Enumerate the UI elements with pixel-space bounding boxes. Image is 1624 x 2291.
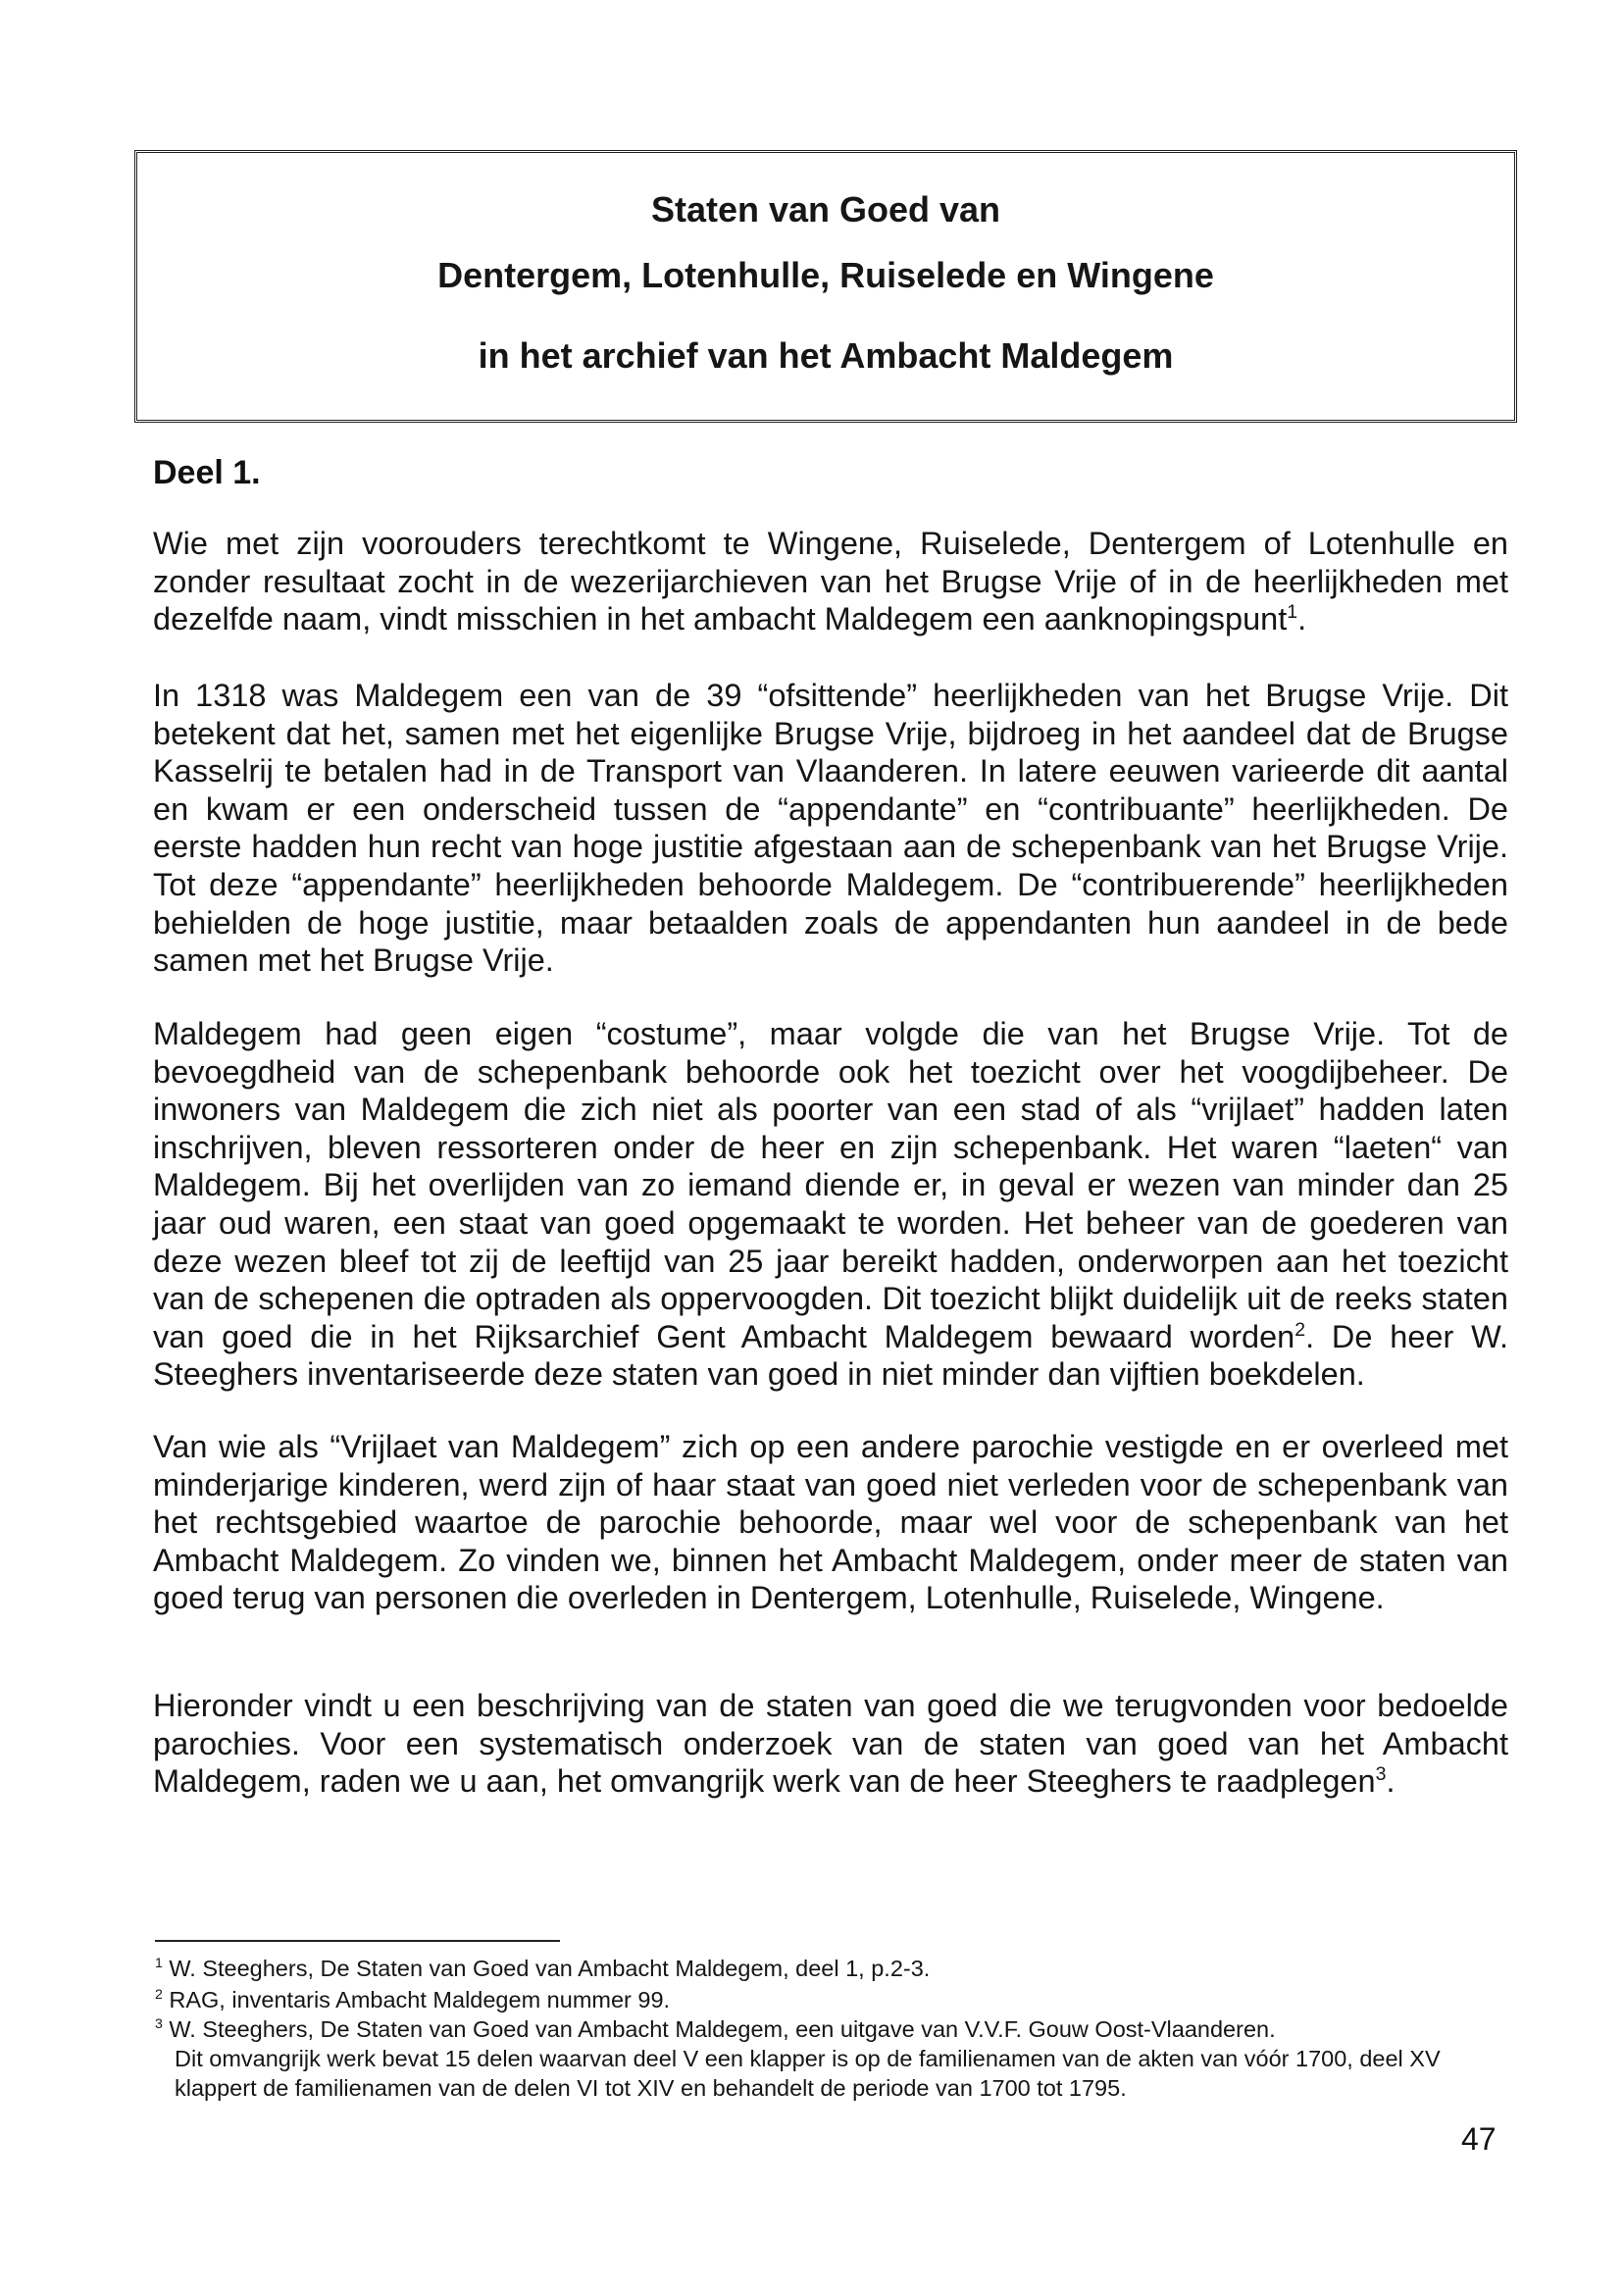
paragraph-1 (153, 525, 1508, 638)
page-number: 47 (1461, 2121, 1497, 2157)
title-line-3: in het archief van het Ambacht Maldegem (478, 335, 1174, 376)
paragraph-1-text: Wie met zijn voorouders terechtkomt te Wingene, Ruiselede, Dentergem of Lotenhulle en zonder resultaat zocht in de wezerijarchieven van het Brugse Vrije of in de heerlijkheden met dezelfde naam, vindt misschien in het ambacht Maldegem een aanknopingspunt (153, 526, 1508, 637)
paragraph-1-tail: . (1297, 601, 1307, 637)
paragraph-2: In 1318 was Maldegem een van de 39 “ofsittende” heerlijkheden van het Brugse Vrije. Dit betekent dat het, samen met het eigenlijke Brugse Vrije, bijdroeg in het aandeel dat de Brugse Kasselrij te betalen had in de Transport van Vlaanderen. In latere eeuwen varieerde dit aantal en kwam er een onderscheid tussen de “appendante” en “contribuante” heerlijkheden. De eerste hadden hun recht van hoge justitie afgestaan aan de schepenbank van het Brugse Vrije. Tot deze “appendante” heerlijkheden behoorde Maldegem. De “contribuerende” heerlijkheden behielden de hoge justitie, maar betaalden zoals de appendanten hun aandeel in de bede samen met het Brugse Vrije. (153, 678, 1508, 979)
footnote-2 (155, 1985, 1508, 2014)
paragraph-3-text: Maldegem had geen eigen “costume”, maar volgde die van het Brugse Vrije. Tot de bevoegdheid van de schepenbank behoorde ook het toezicht over het voogdijbeheer. De inwoners van Maldegem die zich niet als poorter van een stad of als “vrijlaet” hadden laten inschrijven, bleven ressorteren onder de heer en zijn schepenbank. Het waren “laeten“ van Maldegem. Bij het overlijden van zo iemand diende er, in geval er wezen van minder dan 25 jaar oud waren, een staat van goed opgemaakt te worden. Het beheer van de goederen van deze wezen bleef tot zij de leeftijd van 25 jaar bereikt hadden, onderworpen aan het toezicht van de schepenen die optraden als oppervoogden. Dit toezicht blijkt duidelijk uit de reeks staten van goed die in het Rijksarchief Gent Ambacht Maldegem bewaard worden (153, 1016, 1508, 1354)
footnote-ref-3: 3 (1375, 1763, 1387, 1786)
footnote-3-continuation: Dit omvangrijk werk bevat 15 delen waarvan deel V een klapper is op de familienamen van de akten van vóór 1700, deel XV klappert de familienamen van de delen VI tot XIV en behandelt de periode van 1700 tot 1795. (175, 2046, 1441, 2101)
footnote-1-number: 1 (155, 1955, 163, 1971)
paragraph-3 (153, 1015, 1508, 1394)
paragraph-5 (153, 1687, 1508, 1801)
footnote-divider (155, 1940, 560, 1942)
title-line-1: Staten van Goed van (650, 189, 1001, 229)
footnote-3-text: W. Steeghers, De Staten van Goed van Ambacht Maldegem, een uitgave van V.V.F. Gouw Oost-Vlaanderen. (169, 2016, 1276, 2042)
footnote-ref-1: 1 (1287, 601, 1298, 624)
footnote-1 (155, 1954, 1508, 1983)
footnote-3 (155, 2014, 1508, 2103)
paragraph-4: Van wie als “Vrijlaet van Maldegem” zich op een andere parochie vestigde en er overleed met minderjarige kinderen, werd zijn of haar staat van goed niet verleden voor de schepenbank van het rechtsgebied waartoe de parochie behoorde, maar wel voor de schepenbank van het Ambacht Maldegem. Zo vinden we, binnen het Ambacht Maldegem, onder meer de staten van goed terug van personen die overleden in Dentergem, Lotenhulle, Ruiselede, Wingene. (153, 1429, 1508, 1616)
footnote-ref-2: 2 (1294, 1318, 1306, 1341)
title-line-2: Dentergem, Lotenhulle, Ruiselede en Wingene (437, 255, 1214, 295)
paragraph-3-tail: . De heer W. Steeghers inventariseerde deze staten van goed in niet minder dan vijftien boekdelen. (153, 1318, 1508, 1393)
title-box (134, 150, 1517, 423)
paragraph-5-tail: . (1386, 1763, 1396, 1800)
section-label: Deel 1. (153, 454, 261, 491)
footnote-3-number: 3 (155, 2015, 163, 2032)
footnote-2-number: 2 (155, 1986, 163, 2003)
paragraph-5-text: Hieronder vindt u een beschrijving van de staten van goed die we terugvonden voor bedoelde parochies. Voor een systematisch onderzoek van de staten van goed van het Ambacht Maldegem, raden we u aan, het omvangrijk werk van de heer Steeghers te raadplegen (153, 1688, 1508, 1800)
footnote-1-text: W. Steeghers, De Staten van Goed van Ambacht Maldegem, deel 1, p.2-3. (169, 1956, 931, 1981)
footnote-2-text: RAG, inventaris Ambacht Maldegem nummer 99. (169, 1987, 671, 2012)
